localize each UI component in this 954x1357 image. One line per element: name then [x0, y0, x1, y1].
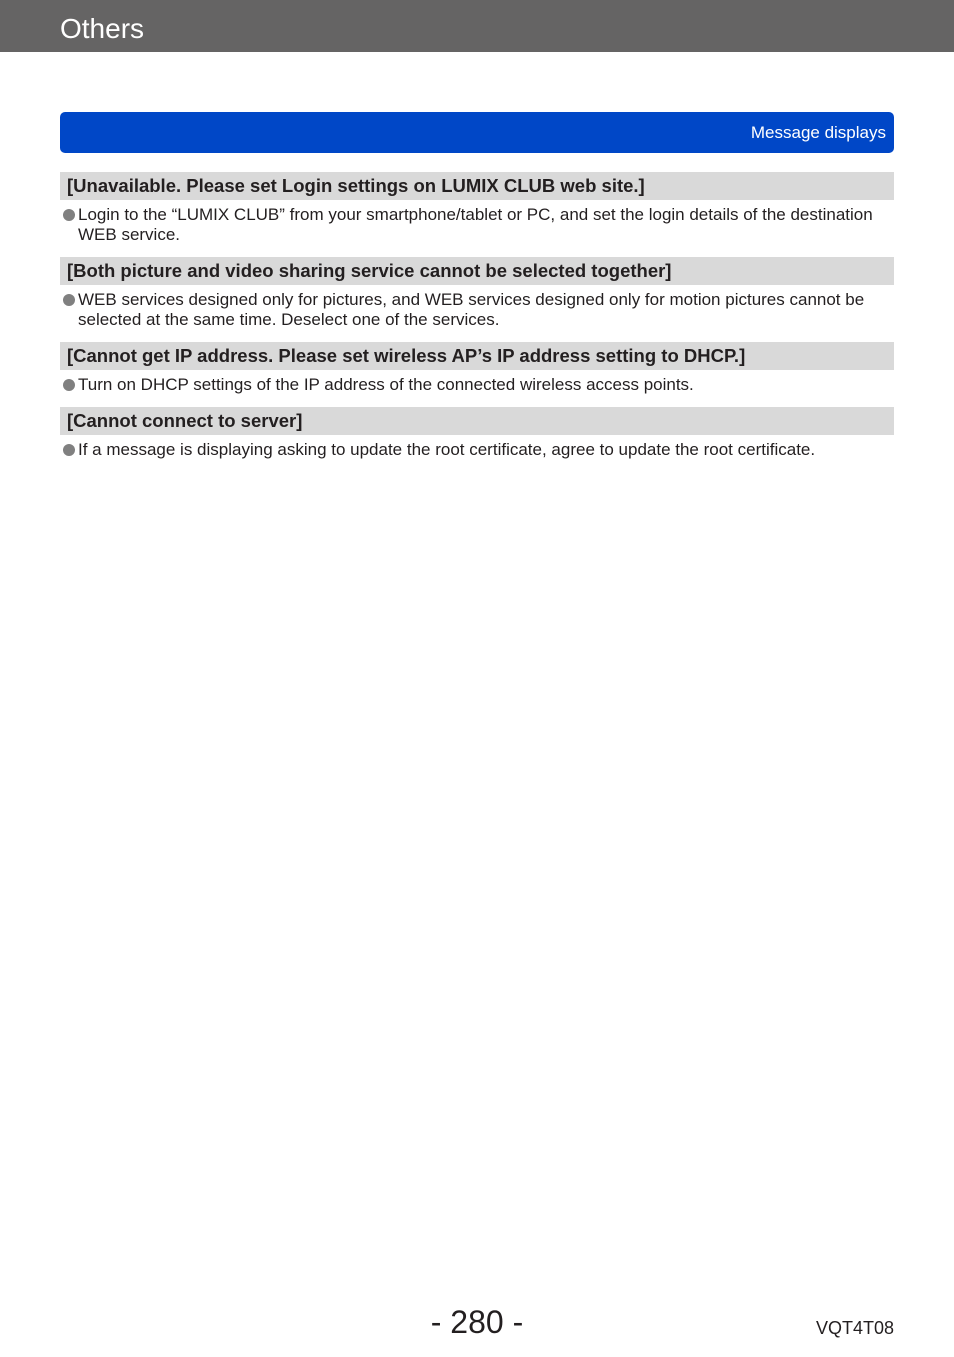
message-title: [Both picture and video sharing service cannot be selected together] [60, 257, 894, 285]
model-code: VQT4T08 [815, 1318, 894, 1338]
message-section [60, 257, 894, 330]
page-number: - 280 - [430, 1304, 524, 1340]
bullet-icon [63, 209, 75, 221]
message-description [60, 375, 894, 395]
bullet-icon [63, 379, 75, 391]
bullet-text: Login to the “LUMIX CLUB” from your smartphone/tablet or PC, and set the login details of the destination WEB service. [78, 205, 873, 244]
message-title: [Cannot get IP address. Please set wireless AP’s IP address setting to DHCP.] [60, 342, 894, 370]
bullet-icon [63, 294, 75, 306]
message-section [60, 342, 894, 395]
bullet-text: WEB services designed only for pictures, and WEB services designed only for motion pictures cannot be selected at the same time. Deselect one of the services. [78, 290, 865, 329]
message-description [60, 290, 894, 330]
topic-band [60, 112, 894, 153]
message-description [60, 440, 894, 460]
message-description [60, 205, 894, 245]
bullet-text: Turn on DHCP settings of the IP address of the connected wireless access points. [78, 375, 694, 394]
bullet-text: If a message is displaying asking to update the root certificate, agree to update the root certificate. [78, 440, 816, 459]
message-section [60, 172, 894, 245]
bullet-icon [63, 444, 75, 456]
chapter-title: Others [60, 13, 145, 44]
topic-label: Message displays [750, 123, 886, 142]
message-title: [Cannot connect to server] [60, 407, 894, 435]
section-header-bar [0, 0, 954, 52]
message-section [60, 407, 894, 460]
message-title: [Unavailable. Please set Login settings on LUMIX CLUB web site.] [60, 172, 894, 200]
